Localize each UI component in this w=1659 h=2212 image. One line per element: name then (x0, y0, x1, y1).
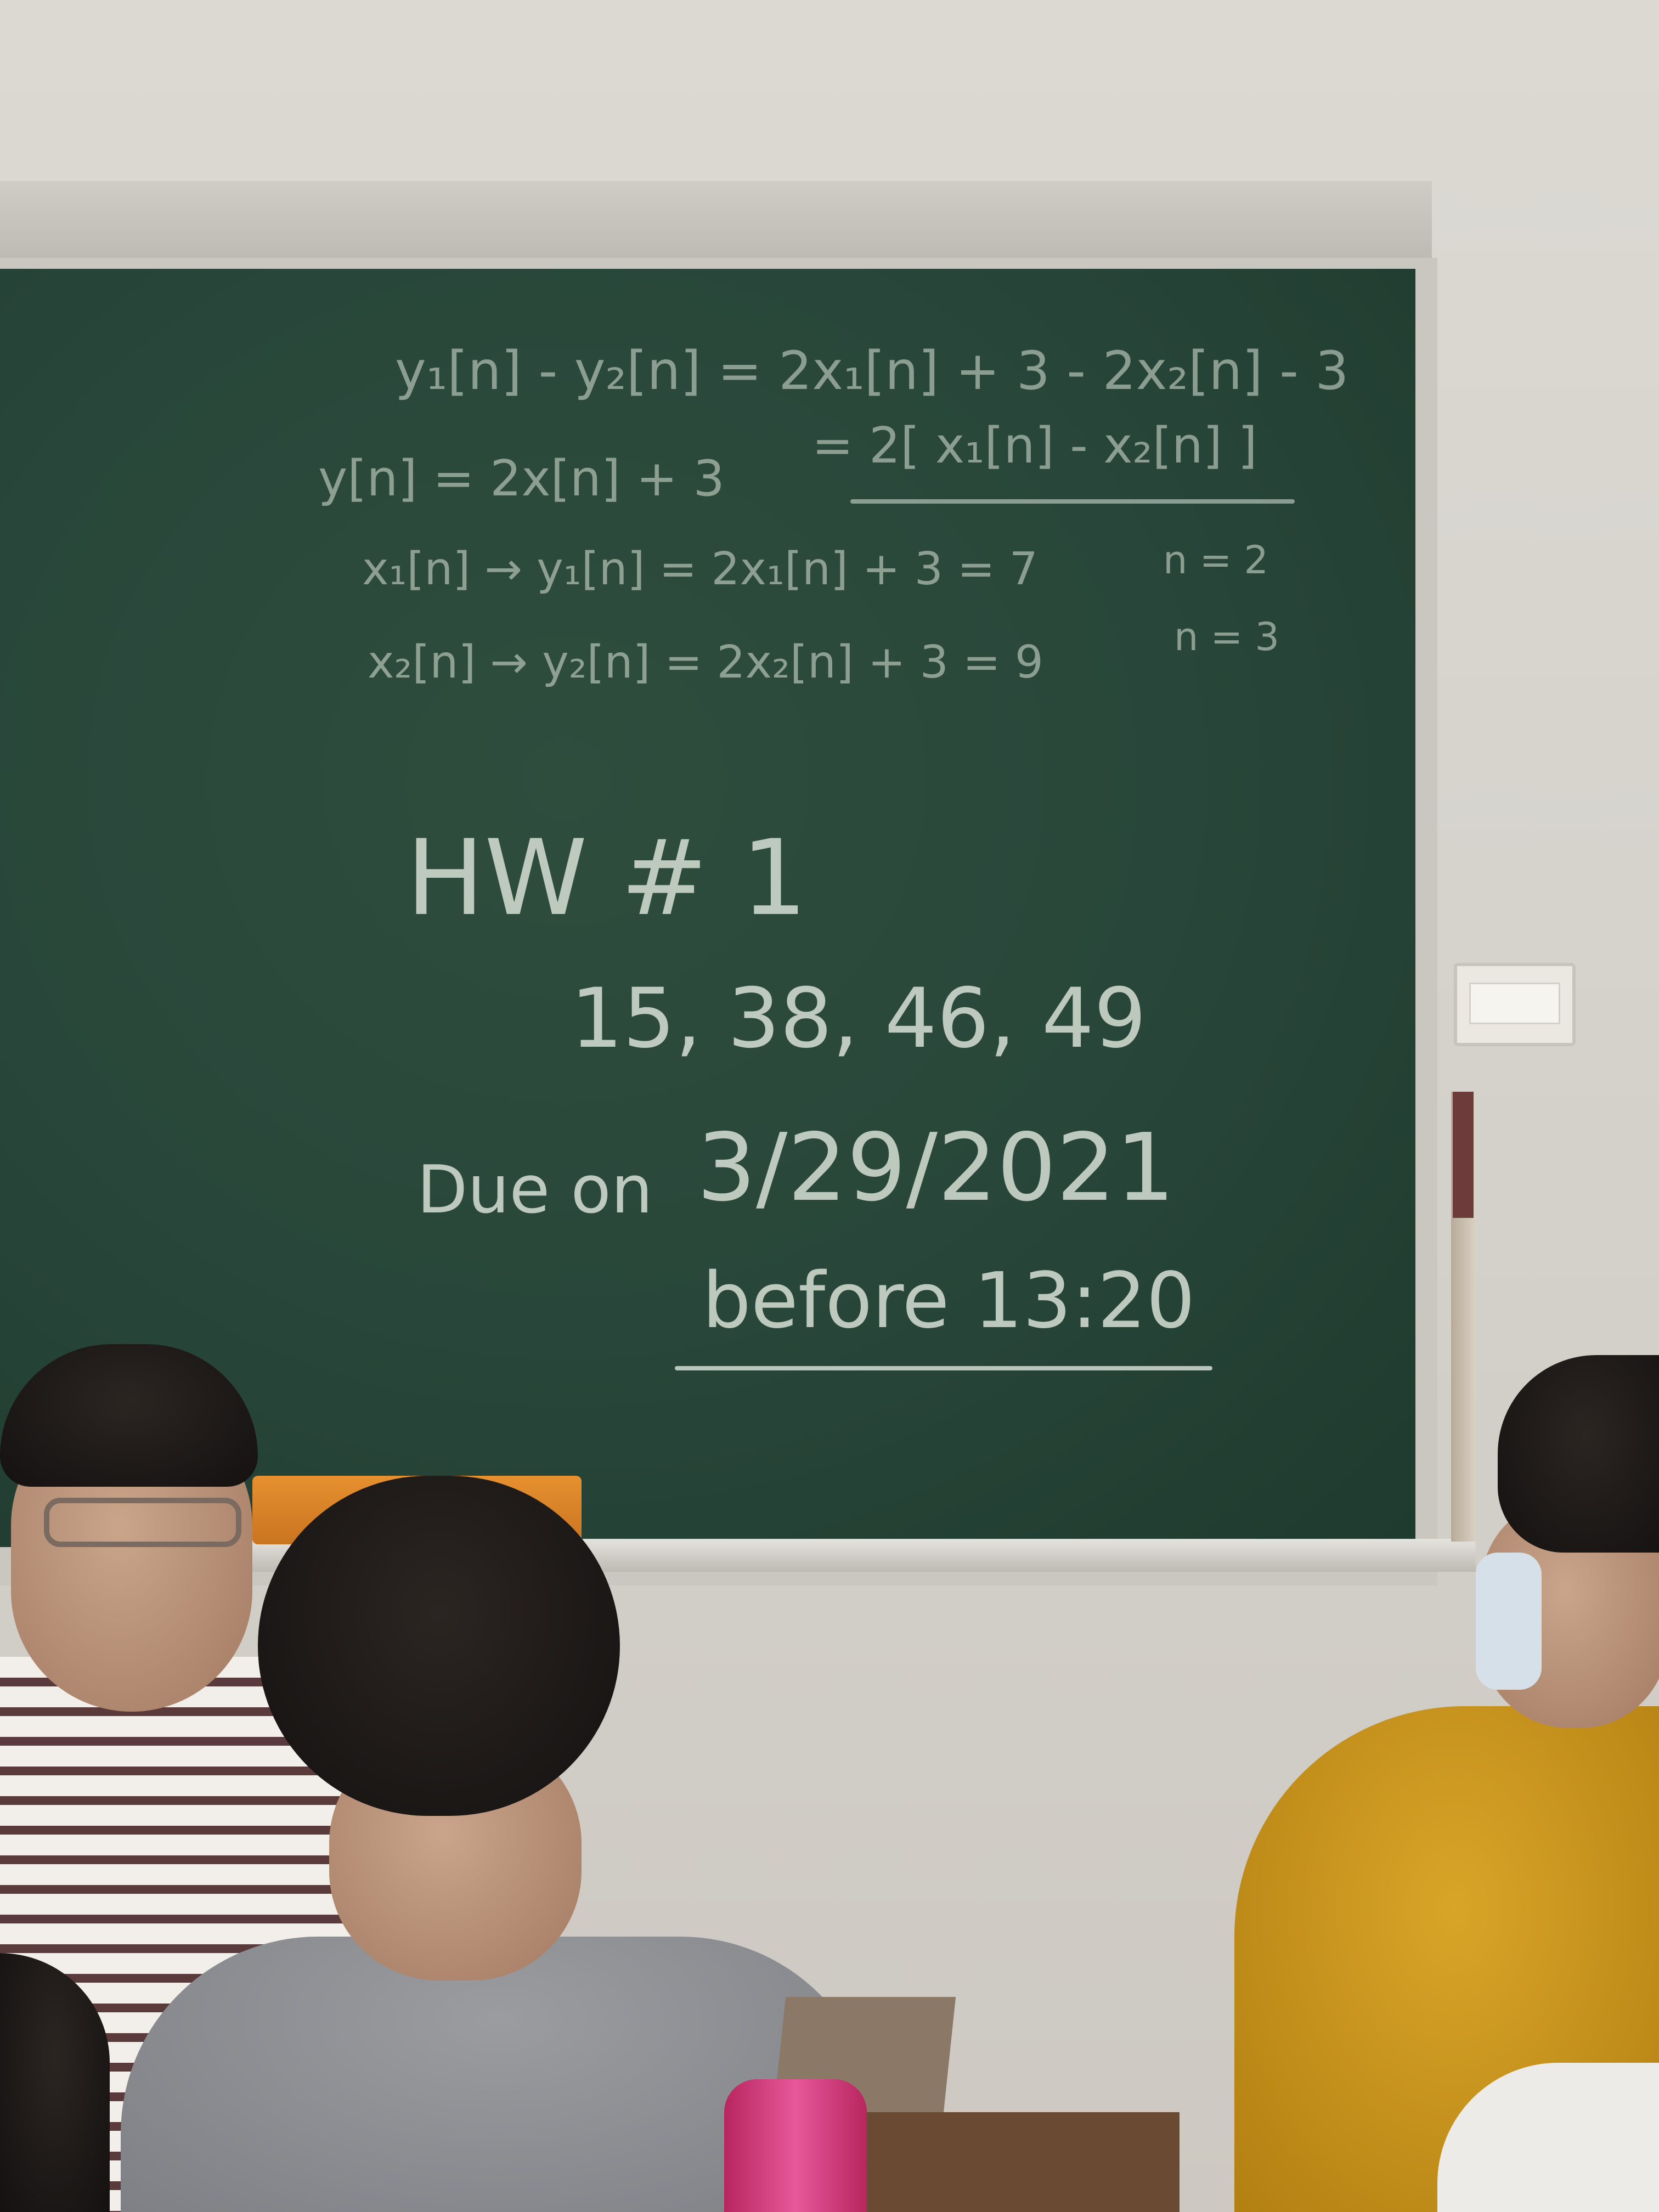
deadline-underline (675, 1366, 1212, 1370)
equation-note-1: n = 2 (1163, 538, 1269, 583)
light-switch (1454, 963, 1576, 1046)
chalkboard (0, 269, 1415, 1547)
due-date: 3/29/2021 (697, 1114, 1175, 1222)
equation-line-2: y[n] = 2x[n] + 3 (318, 450, 725, 507)
equation-line-4: x₁[n] → y₁[n] = 2x₁[n] + 3 = 7 (362, 543, 1038, 595)
equation-line-3: = 2[ x₁[n] - x₂[n] ] (812, 417, 1257, 475)
student-grey-hair (258, 1476, 620, 1816)
due-time: before 13:20 (702, 1256, 1195, 1346)
desk (867, 2112, 1180, 2212)
equation-note-2: n = 3 (1174, 614, 1280, 659)
wall-strip-top (1453, 1092, 1474, 1218)
equation-line-5: x₂[n] → y₂[n] = 2x₂[n] + 3 = 9 (368, 636, 1043, 689)
due-label: Due on (417, 1152, 653, 1228)
face-mask (1476, 1553, 1542, 1690)
homework-title: HW # 1 (406, 817, 808, 939)
pink-water-bottle (724, 2079, 867, 2212)
equation-line-1: y₁[n] - y₂[n] = 2x₁[n] + 3 - 2x₂[n] - 3 (395, 340, 1349, 402)
homework-problems: 15, 38, 46, 49 (571, 971, 1147, 1066)
teacher-glasses (44, 1498, 241, 1547)
equation-underline (850, 499, 1295, 504)
